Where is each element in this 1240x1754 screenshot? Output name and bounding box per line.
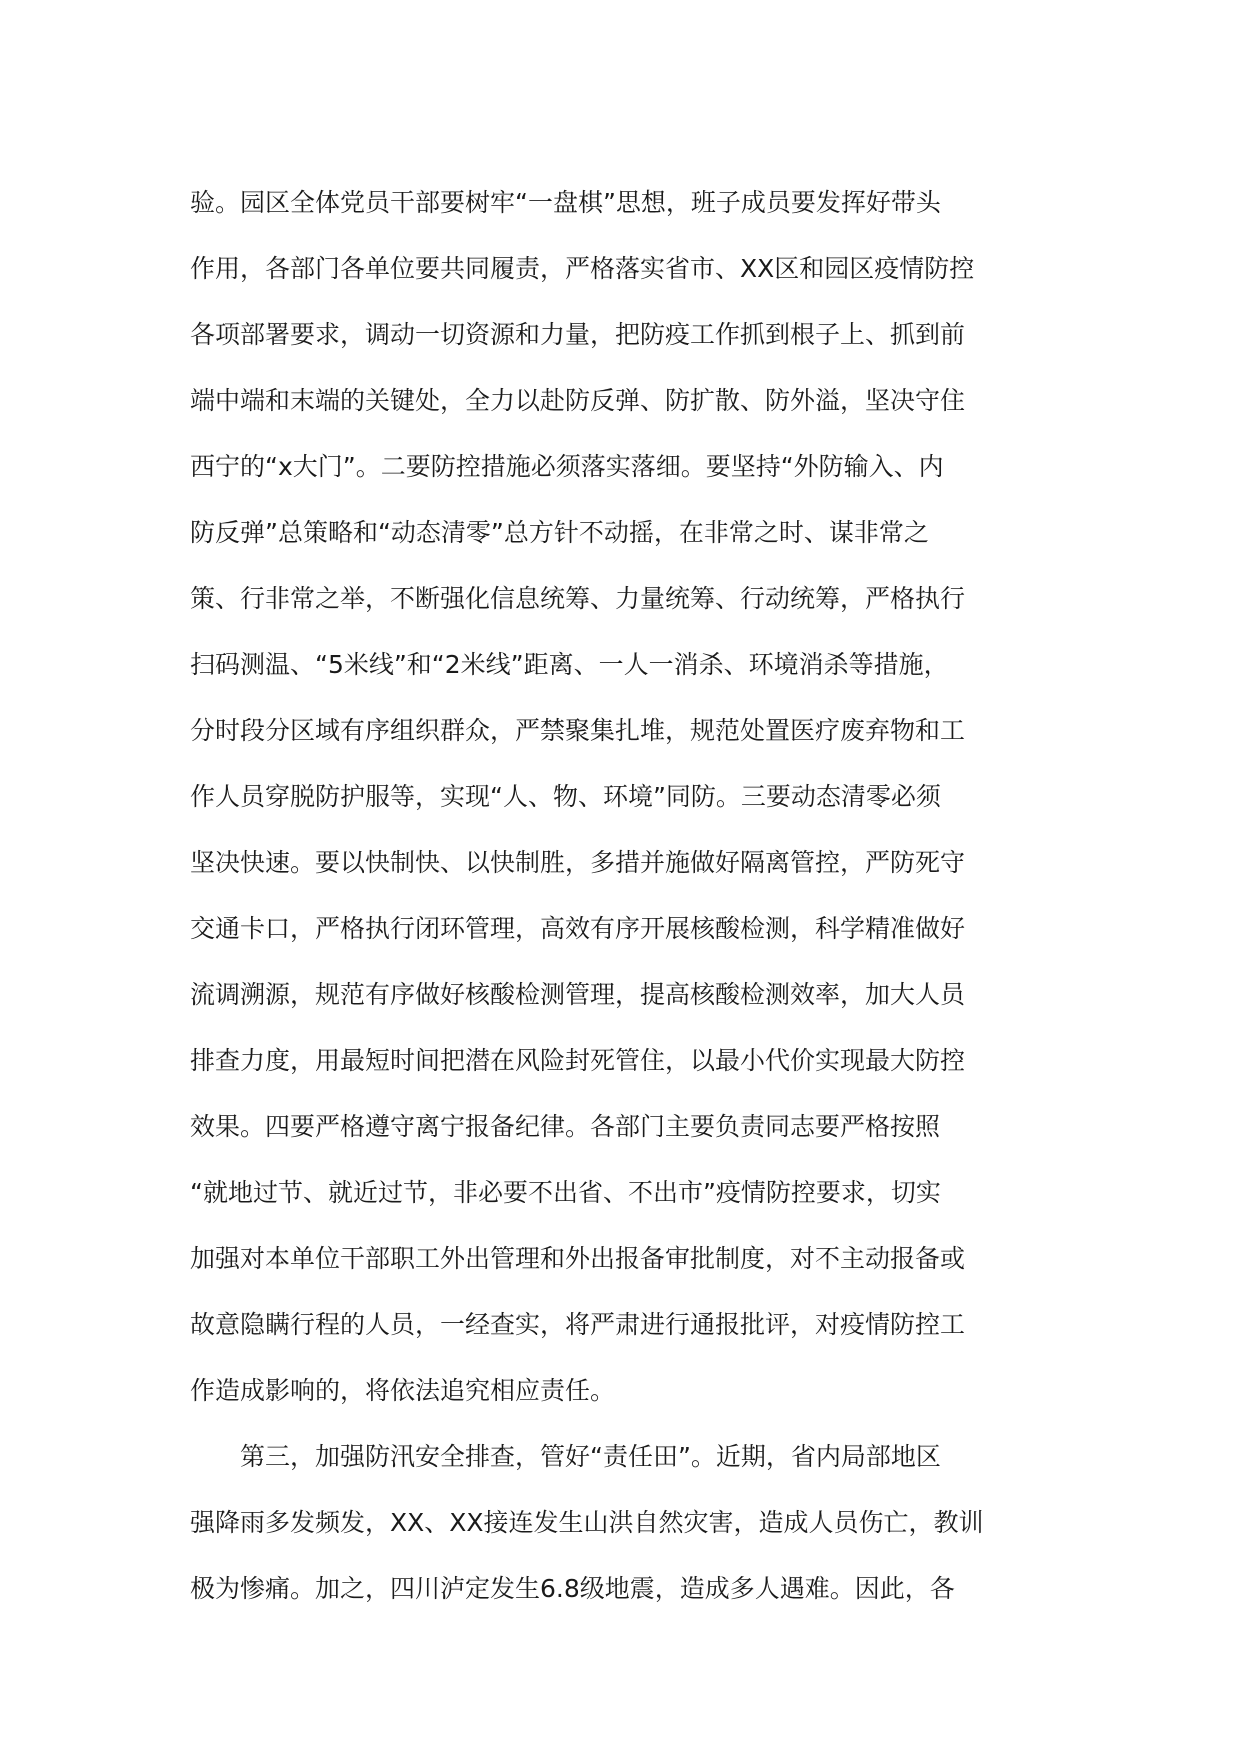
text-line: 分时段分区域有序组织群众，严禁聚集扎堆，规范处置医疗废弃物和工 [190, 716, 966, 745]
text-line: 强降雨多发频发，XX、XX接连发生山洪自然灾害，造成人员伤亡，教训 [190, 1508, 984, 1537]
text-line: 排查力度，用最短时间把潜在风险封死管住，以最小代价实现最大防控 [190, 1046, 966, 1075]
text-line: “就地过节、就近过节，非必要不出省、不出市”疫情防控要求，切实 [190, 1178, 941, 1207]
text-line: 加强对本单位干部职工外出管理和外出报备审批制度，对不主动报备或 [190, 1244, 966, 1273]
paragraph-start-line: 第三，加强防汛安全排查，管好“责任田”。近期，省内局部地区 [240, 1442, 941, 1471]
text-line: 扫码测温、“5米线”和“2米线”距离、一人一消杀、环境消杀等措施， [190, 650, 949, 679]
text-line: 西宁的“x大门”。二要防控措施必须落实落细。要坚持“外防输入、内 [190, 452, 944, 481]
text-line: 故意隐瞒行程的人员，一经查实，将严肃进行通报批评，对疫情防控工 [190, 1310, 966, 1339]
text-line: 作人员穿脱防护服等，实现“人、物、环境”同防。三要动态清零必须 [190, 782, 941, 811]
text-line: 防反弹”总策略和“动态清零”总方针不动摇，在非常之时、谋非常之 [190, 518, 929, 547]
text-line: 坚决快速。要以快制快、以快制胜，多措并施做好隔离管控，严防死守 [190, 848, 966, 877]
text-line: 作造成影响的，将依法追究相应责任。 [190, 1376, 616, 1405]
text-line: 流调溯源，规范有序做好核酸检测管理，提高核酸检测效率，加大人员 [190, 980, 966, 1009]
body-text [190, 170, 1080, 1622]
text-line: 作用，各部门各单位要共同履责，严格落实省市、XX区和园区疫情防控 [190, 254, 975, 283]
text-line: 效果。四要严格遵守离宁报备纪律。各部门主要负责同志要严格按照 [190, 1112, 941, 1141]
text-line: 验。园区全体党员干部要树牢“一盘棋”思想，班子成员要发挥好带头 [190, 188, 941, 217]
text-line: 策、行非常之举，不断强化信息统筹、力量统筹、行动统筹，严格执行 [190, 584, 966, 613]
text-line: 交通卡口，严格执行闭环管理，高效有序开展核酸检测，科学精准做好 [190, 914, 966, 943]
text-line: 端中端和末端的关键处，全力以赴防反弹、防扩散、防外溢，坚决守住 [190, 386, 966, 415]
text-line: 极为惨痛。加之，四川泸定发生6.8级地震，造成多人遇难。因此，各 [190, 1574, 955, 1603]
text-line: 各项部署要求，调动一切资源和力量，把防疫工作抓到根子上、抓到前 [190, 320, 966, 349]
